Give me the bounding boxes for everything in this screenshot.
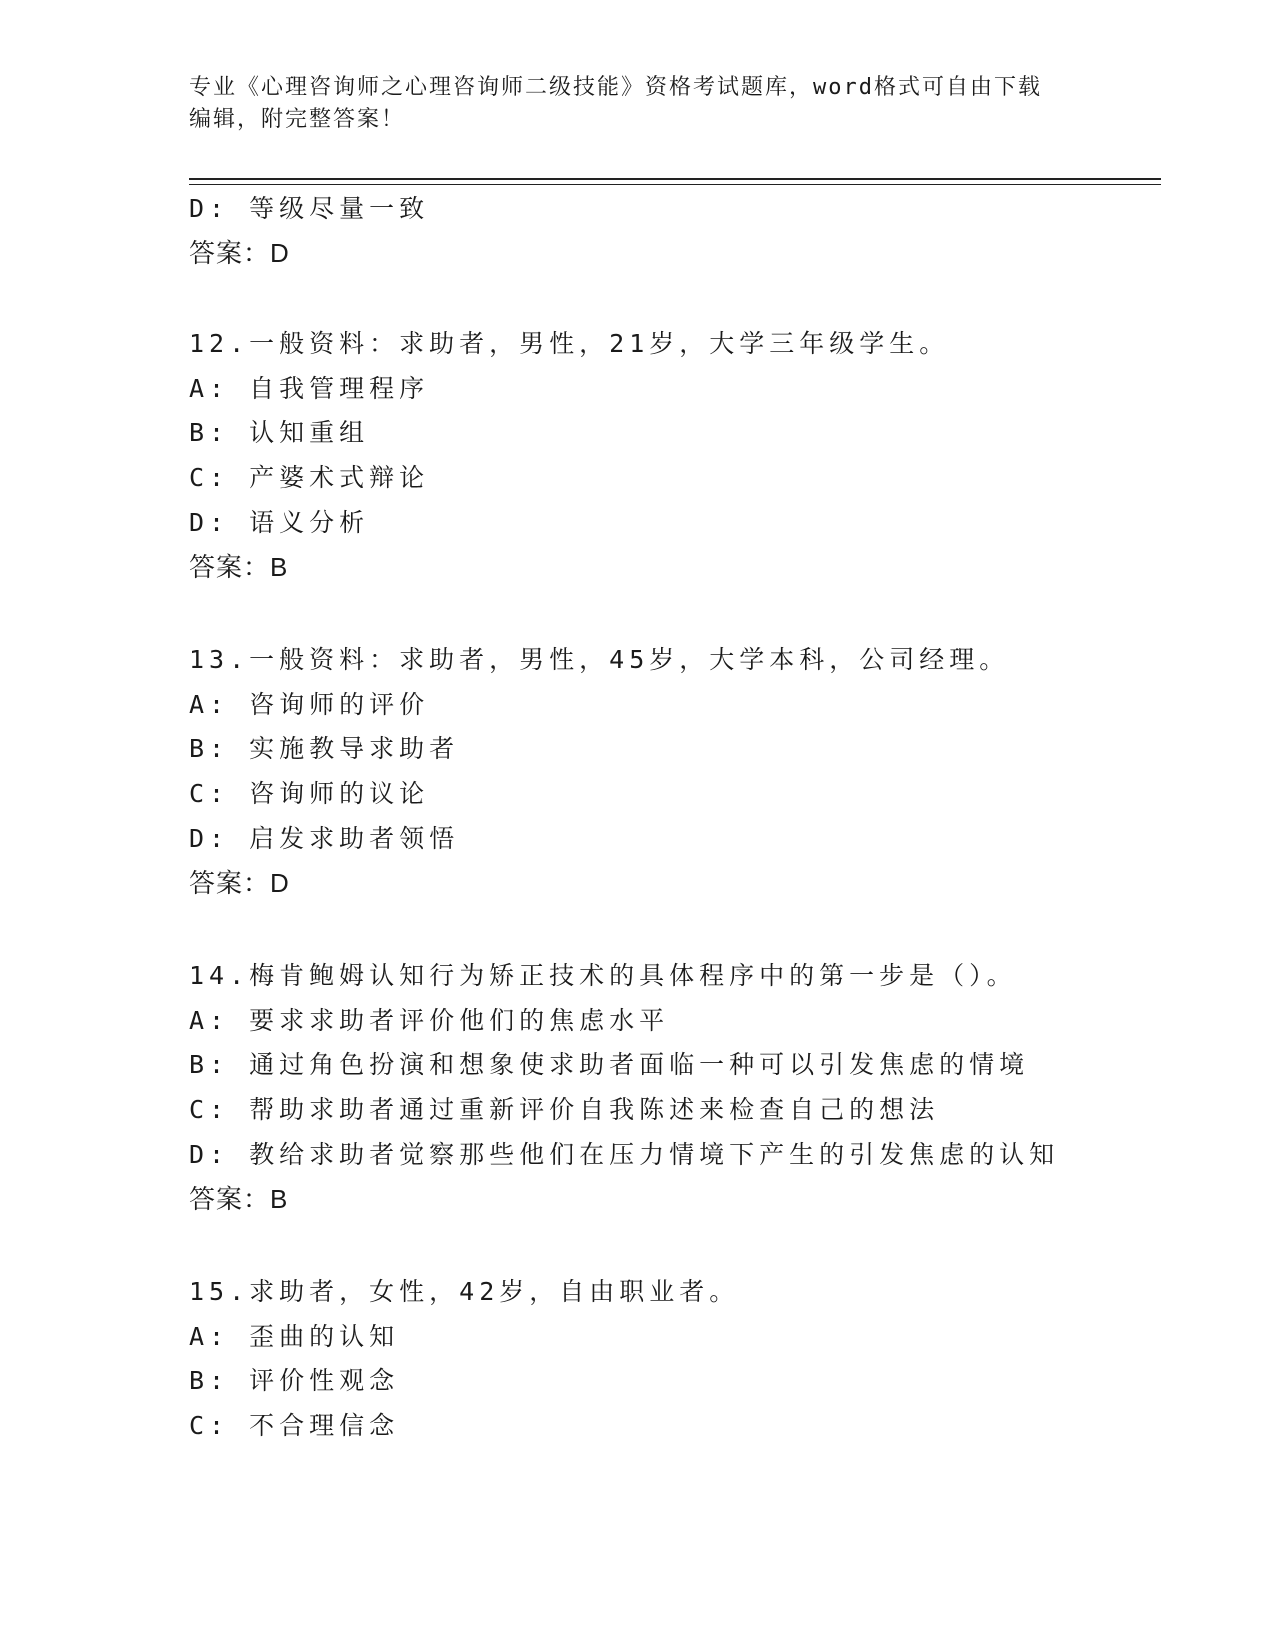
question-stem-13: 13.一般资料：求助者，男性，45岁，大学本科，公司经理。 bbox=[189, 645, 1010, 674]
answer-line: 答案：D bbox=[189, 238, 290, 268]
question-stem-15: 15.求助者，女性，42岁，自由职业者。 bbox=[189, 1277, 740, 1306]
option-c: C: 咨询师的议论 bbox=[189, 779, 430, 808]
document-header bbox=[189, 72, 1089, 136]
option-b: B: 实施教导求助者 bbox=[189, 734, 460, 763]
option-d: D: 教给求助者觉察那些他们在压力情境下产生的引发焦虑的认知 bbox=[189, 1140, 1060, 1169]
option-c: C: 帮助求助者通过重新评价自我陈述来检查自己的想法 bbox=[189, 1095, 940, 1124]
option-a: A: 自我管理程序 bbox=[189, 374, 430, 403]
option-a: A: 咨询师的评价 bbox=[189, 690, 430, 719]
header-rule-thick bbox=[189, 178, 1161, 180]
option-b: B: 认知重组 bbox=[189, 418, 370, 447]
option-d: D: 语义分析 bbox=[189, 508, 370, 537]
option-c: C: 不合理信念 bbox=[189, 1411, 400, 1440]
answer-line: 答案：D bbox=[189, 868, 290, 898]
option-b: B: 评价性观念 bbox=[189, 1366, 400, 1395]
question-stem-12: 12.一般资料：求助者，男性，21岁，大学三年级学生。 bbox=[189, 329, 950, 358]
option-d: D: 等级尽量一致 bbox=[189, 194, 430, 223]
header-line-1: 专业《心理咨询师之心理咨询师二级技能》资格考试题库，word格式可自由下载 bbox=[189, 75, 1042, 100]
question-stem-14: 14.梅肯鲍姆认知行为矫正技术的具体程序中的第一步是（）。 bbox=[189, 961, 1017, 990]
option-d: D: 启发求助者领悟 bbox=[189, 824, 460, 853]
answer-line: 答案：B bbox=[189, 552, 289, 582]
header-rule-thin bbox=[189, 184, 1161, 185]
header-line-2: 编辑，附完整答案！ bbox=[189, 107, 406, 132]
option-c: C: 产婆术式辩论 bbox=[189, 463, 430, 492]
answer-line: 答案：B bbox=[189, 1184, 289, 1214]
option-b: B: 通过角色扮演和想象使求助者面临一种可以引发焦虑的情境 bbox=[189, 1050, 1030, 1079]
option-a: A: 要求求助者评价他们的焦虑水平 bbox=[189, 1006, 670, 1035]
option-a: A: 歪曲的认知 bbox=[189, 1322, 400, 1351]
